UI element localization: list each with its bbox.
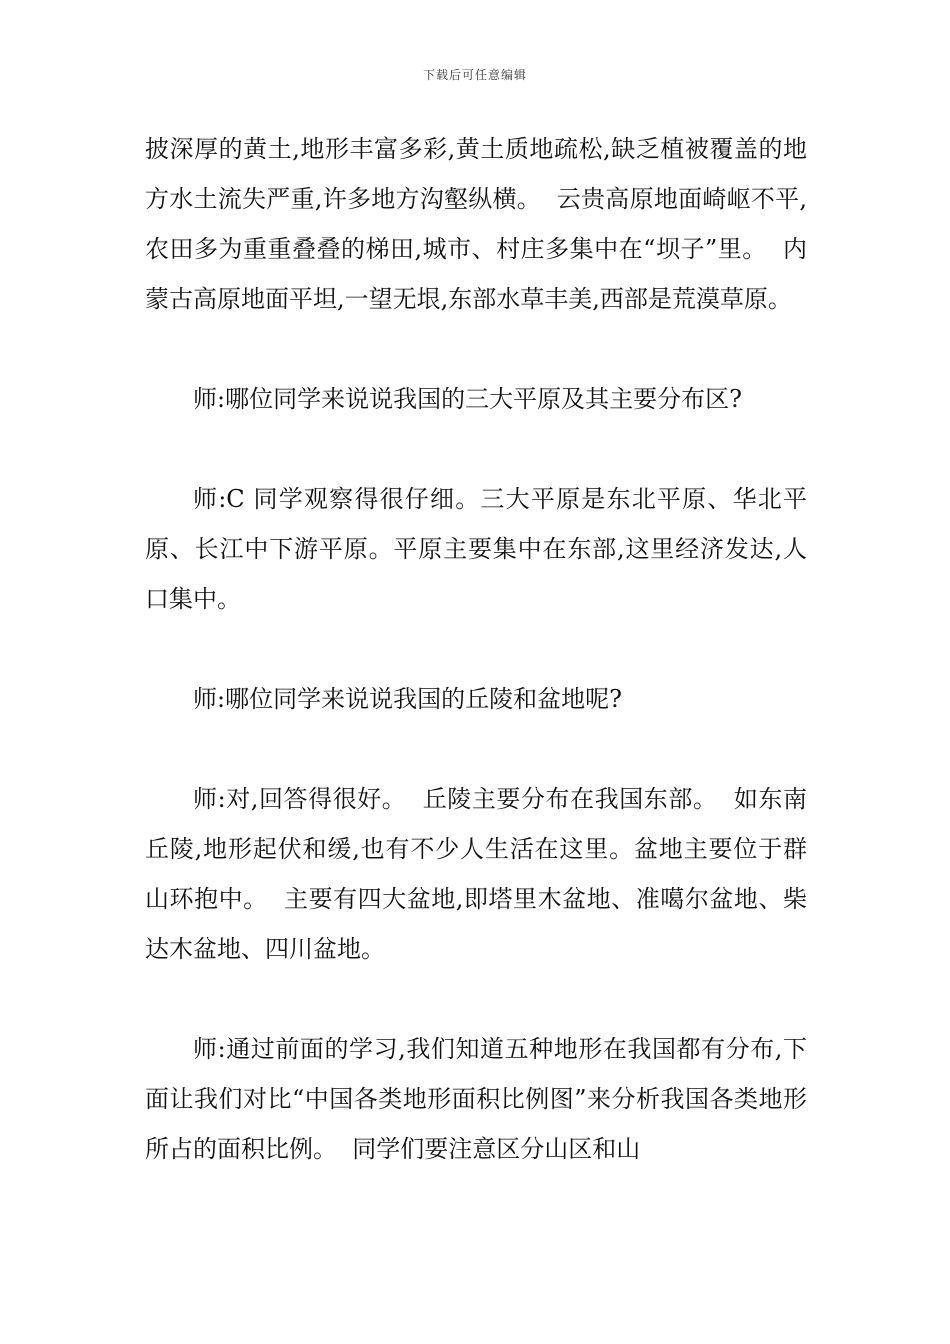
paragraph-spacer (145, 724, 807, 774)
document-body (145, 124, 807, 1174)
paragraph-spacer (145, 424, 807, 474)
paragraph: 师:通过前面的学习,我们知道五种地形在我国都有分布,下面让我们对比“中国各类地形面积比例图”来分析我国各类地形所占的面积比例。 同学们要注意区分山区和山 (145, 1035, 807, 1163)
page-header: 下载后可任意编辑 (422, 68, 527, 82)
paragraph: 披深厚的黄土,地形丰富多彩,黄土质地疏松,缺乏植被覆盖的地方水土流失严重,许多地方沟壑纵横。 云贵高原地面崎岖不平,农田多为重重叠叠的梯田,城市、村庄多集中在“坝子”里。 内蒙古高原地面平坦,一望无垠,东部水草丰美,西部是荒漠草原。 (145, 135, 807, 313)
paragraph: 师:哪位同学来说说我国的三大平原及其主要分布区? (193, 385, 742, 413)
paragraph: 师:C 同学观察得很仔细。三大平原是东北平原、华北平原、长江中下游平原。平原主要集中在东部,这里经济发达,人口集中。 (145, 485, 807, 613)
paragraph: 师:哪位同学来说说我国的丘陵和盆地呢? (193, 685, 622, 713)
paragraph-spacer (145, 624, 807, 674)
paragraph-spacer (145, 974, 807, 1024)
paragraph: 师:对,回答得很好。 丘陵主要分布在我国东部。 如东南丘陵,地形起伏和缓,也有不少人生活在这里。盆地主要位于群山环抱中。 主要有四大盆地,即塔里木盆地、准噶尔盆地、柴达木盆地、四川盆地。 (145, 785, 807, 963)
paragraph-spacer (145, 324, 807, 374)
